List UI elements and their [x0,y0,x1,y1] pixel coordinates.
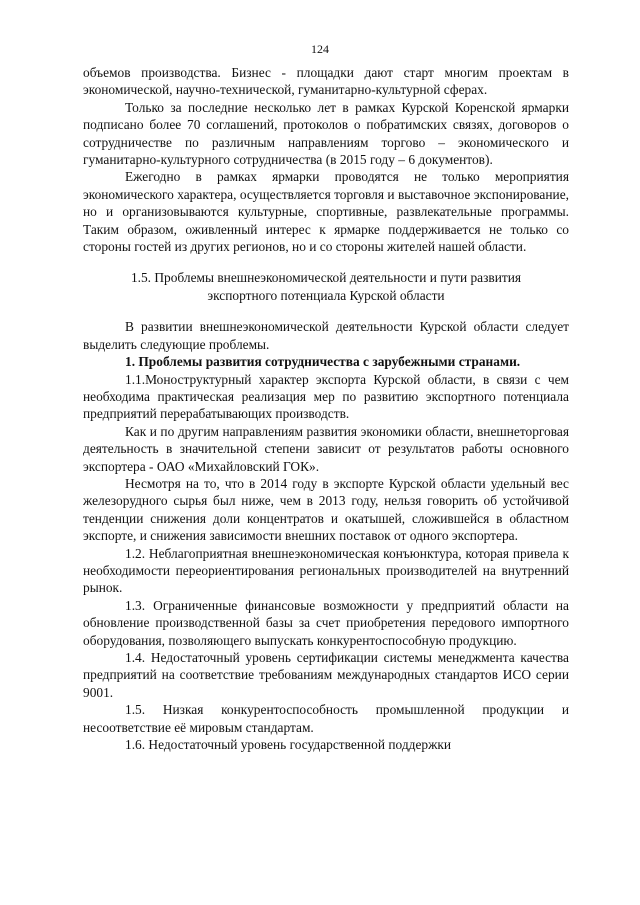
paragraph-item-1-2: 1.2. Неблагоприятная внешнеэкономическая конъюнктура, которая привела к необходимости переориентирования региональных производителей на внутренний рынок. [83,545,569,596]
paragraph-agreements: Только за последние несколько лет в рамках Курской Коренской ярмарки подписано более 70 соглашений, протоколов о побратимских связях, договоров о сотрудничестве по различным направлениям торгово – экономического и гуманитарно-культурного сотрудничества (в 2015 году – 6 документов). [83,99,569,168]
paragraph-item-1-3: 1.3. Ограниченные финансовые возможности у предприятий области на обновление производственной базы за счет приобретения передового импортного оборудования, позволяющего выпускать конкурентоспособную продукцию. [83,597,569,648]
spacer [83,255,569,262]
paragraph-iron-ore-share: Несмотря на то, что в 2014 году в экспорте Курской области удельный вес железорудного сырья был ниже, чем в 2013 году, нельзя говорить об устойчивой тенденции снижения доли концентратов и окатышей, сложившейся в областном экспорте, и снижения зависимости внешних поставок от одного экспортера. [83,475,569,544]
paragraph-main-exporter: Как и по другим направлениям развития экономики области, внешнеторговая деятельность в значительной степени зависит от результатов работы основного экспортера - ОАО «Михайловский ГОК». [83,423,569,474]
paragraph-item-1-4: 1.4. Недостаточный уровень сертификации системы менеджмента качества предприятий на соответствие требованиям международных стандартов ИСО серии 9001. [83,650,569,700]
subheading-problem-1: 1. Проблемы развития сотрудничества с зарубежными странами. [125,354,521,370]
paragraph-continuation: объемов производства. Бизнес - площадки дают старт многим проектам в экономической, научно-технической, гуманитарно-культурной сферах. [83,65,569,98]
spacer [83,304,569,311]
spacer [83,262,569,269]
paragraph-problems-intro: В развитии внешнеэкономической деятельности Курской области следует выделить следующие проблемы. [83,319,569,352]
paragraph-item-1-1: 1.1.Моноструктурный характер экспорта Курской области, в связи с чем необходима практическая реализация мер по развитию экспортного потенциала предприятий перерабатывающих производств. [83,371,569,422]
paragraph-fair-events: Ежегодно в рамках ярмарки проводятся не только мероприятия экономического характера, осуществляется торговля и выставочное экспонирование, но и организовываются культурные, спортивные, развлекательные программы. Таким образом, оживленный интерес к ярмарке поддерживается не только со стороны гостей из других регионов, но и со стороны жителей нашей области. [83,169,569,255]
document-body [83,64,569,753]
section-heading: 1.5. Проблемы внешнеэкономической деятельности и пути развития экспортного потенциала Курской области [130,270,522,303]
paragraph-item-1-5: 1.5. Низкая конкурентоспособность промышленной продукции и несоответствие её мировым стандартам. [83,702,569,735]
paragraph-item-1-6: 1.6. Недостаточный уровень государственной поддержки [125,737,452,753]
spacer [83,311,569,318]
page-number: 124 [311,42,329,56]
